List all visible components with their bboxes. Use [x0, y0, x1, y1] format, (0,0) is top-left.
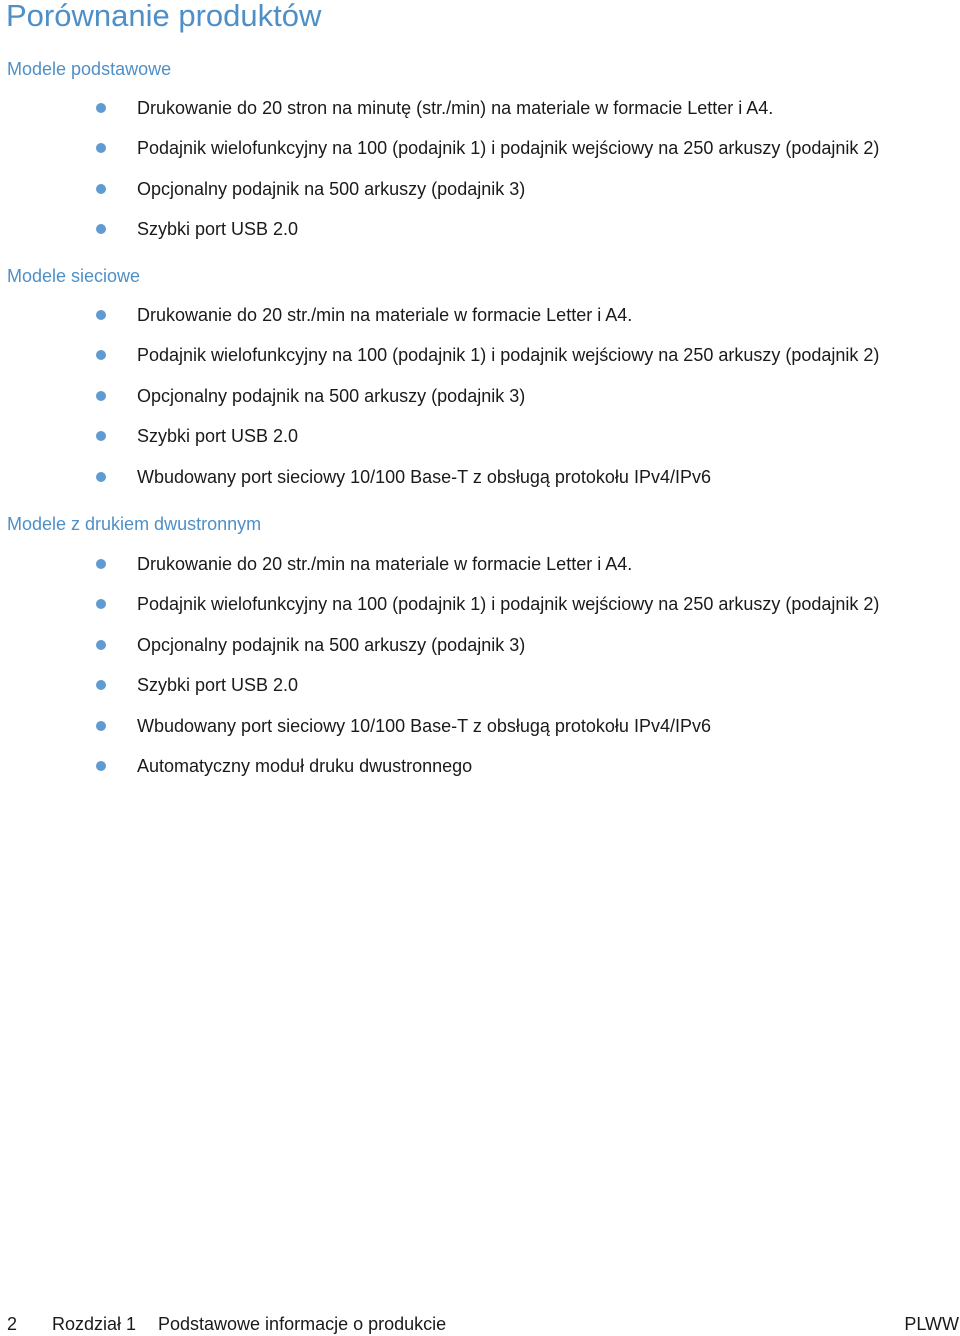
- footer-doc-code: PLWW: [904, 1314, 959, 1334]
- list-item: [0, 218, 960, 258]
- list-item: [0, 715, 960, 755]
- bullet-icon: [96, 431, 106, 441]
- bullet-icon: [96, 559, 106, 569]
- list-item-text: Drukowanie do 20 str./min na materiale w formacie Letter i A4.: [137, 305, 633, 325]
- bullet-icon: [96, 680, 106, 690]
- list-item: [0, 634, 960, 674]
- list-item: [0, 593, 960, 633]
- feature-list-network-models: [0, 304, 960, 506]
- list-item-text: Wbudowany port sieciowy 10/100 Base-T z obsługą protokołu IPv4/IPv6: [137, 466, 711, 487]
- list-item-text: Automatyczny moduł druku dwustronnego: [137, 755, 473, 776]
- bullet-icon: [96, 391, 106, 401]
- list-item-text: Opcjonalny podajnik na 500 arkuszy (podajnik 3): [137, 634, 526, 655]
- footer-chapter: Rozdział 1: [52, 1314, 137, 1334]
- list-item-text: Szybki port USB 2.0: [137, 675, 299, 696]
- bullet-icon: [96, 761, 106, 771]
- list-item: [0, 178, 960, 218]
- list-item: [0, 674, 960, 714]
- list-item: [0, 385, 960, 425]
- list-item-text: Podajnik wielofunkcyjny na 100 (podajnik 1) i podajnik wejściowy na 250 arkuszy (podajnik 2): [137, 345, 880, 366]
- page-title: Porównanie produktów: [6, 0, 322, 33]
- bullet-icon: [96, 721, 106, 731]
- page-footer: [0, 1313, 960, 1335]
- list-item-text: Podajnik wielofunkcyjny na 100 (podajnik 1) i podajnik wejściowy na 250 arkuszy (podajnik 2): [137, 594, 880, 615]
- list-item-text: Wbudowany port sieciowy 10/100 Base-T z obsługą protokołu IPv4/IPv6: [137, 715, 711, 736]
- bullet-icon: [96, 224, 106, 234]
- footer-chapter-title: Podstawowe informacje o produkcie: [158, 1314, 447, 1334]
- section-heading-duplex-models: Modele z drukiem dwustronnym: [7, 514, 262, 534]
- bullet-icon: [96, 184, 106, 194]
- list-item: [0, 755, 960, 795]
- list-item: [0, 466, 960, 506]
- bullet-icon: [96, 350, 106, 360]
- bullet-icon: [96, 599, 106, 609]
- bullet-icon: [96, 103, 106, 113]
- footer-page-number: 2: [7, 1314, 18, 1334]
- list-item-text: Drukowanie do 20 stron na minutę (str./min) na materiale w formacie Letter i A4.: [137, 98, 774, 118]
- list-item-text: Drukowanie do 20 str./min na materiale w formacie Letter i A4.: [137, 554, 633, 574]
- feature-list-duplex-models: [0, 553, 960, 795]
- feature-list-basic-models: [0, 97, 960, 259]
- section-heading-basic-models: Modele podstawowe: [7, 59, 172, 79]
- bullet-icon: [96, 310, 106, 320]
- list-item: [0, 97, 960, 137]
- list-item-text: Opcjonalny podajnik na 500 arkuszy (podajnik 3): [137, 385, 526, 406]
- bullet-icon: [96, 143, 106, 153]
- section-heading-network-models: Modele sieciowe: [7, 266, 141, 286]
- list-item: [0, 425, 960, 465]
- list-item: [0, 553, 960, 593]
- list-item-text: Szybki port USB 2.0: [137, 219, 299, 240]
- bullet-icon: [96, 640, 106, 650]
- list-item-text: Podajnik wielofunkcyjny na 100 (podajnik 1) i podajnik wejściowy na 250 arkuszy (podajnik 2): [137, 138, 880, 159]
- list-item: [0, 137, 960, 177]
- list-item: [0, 344, 960, 384]
- list-item: [0, 304, 960, 344]
- list-item-text: Szybki port USB 2.0: [137, 426, 299, 447]
- list-item-text: Opcjonalny podajnik na 500 arkuszy (podajnik 3): [137, 178, 526, 199]
- bullet-icon: [96, 472, 106, 482]
